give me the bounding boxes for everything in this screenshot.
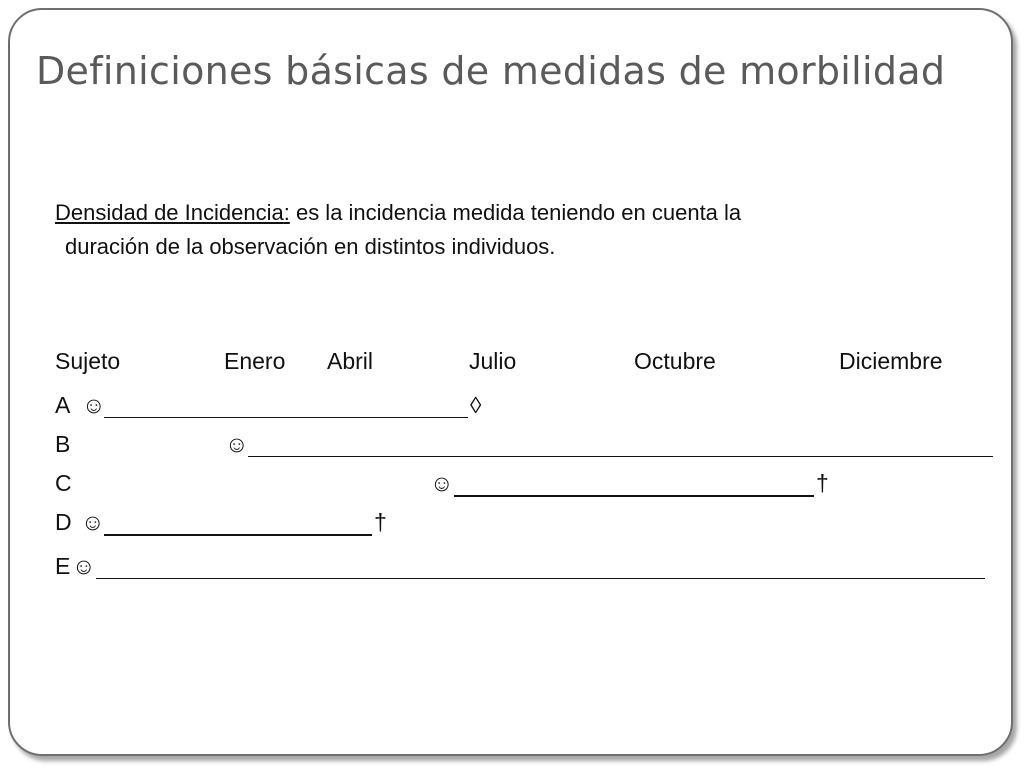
subject-letter: D — [55, 509, 72, 535]
header-subject: Sujeto — [55, 348, 121, 374]
smiley-icon: ☺ — [225, 431, 249, 457]
definition-paragraph — [55, 196, 1005, 264]
follow-up-line — [104, 534, 372, 536]
follow-up-line — [454, 495, 814, 497]
header-month-octubre: Octubre — [634, 348, 716, 374]
timeline-header — [0, 348, 1024, 378]
slide-title: Definiciones básicas de medidas de morbilidad — [36, 49, 946, 93]
definition-line1: es la incidencia medida teniendo en cuenta la — [289, 200, 742, 225]
definition-colon: : — [283, 200, 290, 225]
follow-up-line — [248, 456, 993, 457]
header-month-abril: Abril — [327, 348, 374, 374]
dagger-icon: † — [374, 509, 387, 535]
follow-up-line — [104, 417, 468, 418]
timeline-row-e — [0, 553, 1024, 587]
header-month-julio: Julio — [469, 348, 517, 374]
subject-letter: A — [55, 392, 71, 418]
subject-letter: B — [55, 431, 71, 457]
header-month-diciembre: Diciembre — [839, 348, 943, 374]
smiley-icon: ☺ — [81, 509, 105, 535]
smiley-icon: ☺ — [72, 553, 96, 579]
diamond-icon: ◊ — [470, 392, 482, 418]
slide-frame — [8, 8, 1013, 756]
timeline-row-d — [0, 509, 1024, 543]
timeline-row-c — [0, 470, 1024, 504]
timeline-row-b — [0, 431, 1024, 465]
smiley-icon: ☺ — [430, 470, 454, 496]
definition-term: Densidad de Incidencia — [55, 200, 284, 225]
smiley-icon: ☺ — [82, 392, 106, 418]
follow-up-line — [96, 578, 985, 579]
timeline-row-a — [0, 392, 1024, 426]
definition-line2: duración de la observación en distintos individuos. — [65, 234, 556, 259]
subject-letter: C — [55, 470, 72, 496]
dagger-icon: † — [816, 470, 829, 496]
header-month-enero: Enero — [224, 348, 286, 374]
subject-letter: E — [55, 553, 71, 579]
